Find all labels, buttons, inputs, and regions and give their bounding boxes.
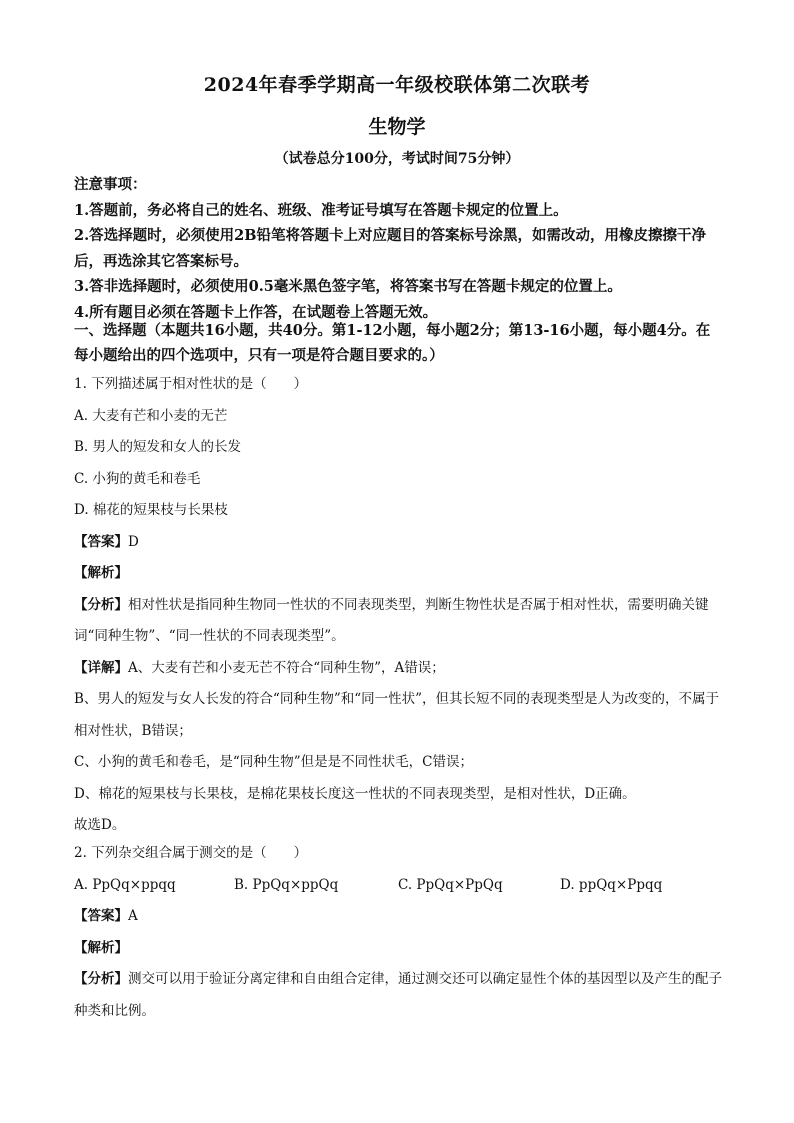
- notice-item: 1.答题前，务必将自己的姓名、班级、准考证号填写在答题卡规定的位置上。: [74, 201, 568, 219]
- answer-tag: 【答案】: [74, 533, 128, 550]
- fenxi-paragraph: [74, 590, 724, 653]
- xiangjie-tag: 【详解】: [74, 659, 128, 676]
- section-heading: 一、选择题（本题共16小题，共40分。第1-12小题，每小题2分；第13-16小题，每小题4分。在每小题给出的四个选项中，只有一项是符合题目要求的。）: [74, 322, 711, 364]
- option-b: B. 男人的短发和女人的长发: [74, 439, 242, 455]
- notice-item: 4.所有题目必须在答题卡上作答，在试题卷上答题无效。: [74, 303, 438, 321]
- option-d: D. 棉花的短果枝与长果枝: [74, 502, 228, 518]
- subject-title: 生物学: [368, 116, 426, 138]
- exam-title: 2024年春季学期高一年级校联体第二次联考: [203, 74, 591, 96]
- fenxi-paragraph: [74, 964, 724, 1027]
- notice-section: [74, 172, 724, 325]
- option-c: C. PpQq×PpQq: [398, 876, 503, 893]
- option-a: A. PpQq×ppqq: [74, 876, 176, 893]
- fenxi-text: 测交可以用于验证分离定律和自由组合定律，通过测交还可以确定显性个体的基因型以及产生的配子种类和比例。: [74, 971, 722, 1019]
- xiangjie-paragraph: [74, 653, 724, 685]
- options-row: [74, 870, 724, 902]
- option-d: D. ppQq×Ppqq: [560, 876, 663, 893]
- notice-item: 2.答选择题时，必须使用2B铅笔将答题卡上对应题目的答案标号涂黑，如需改动，用橡皮擦擦干净后，再选涂其它答案标号。: [74, 227, 706, 270]
- answer-tag: 【答案】: [74, 908, 128, 924]
- xiangjie-a: A、大麦有芒和小麦无芒不符合“同种生物”，A错误；: [128, 659, 445, 676]
- fenxi-tag: 【分析】: [74, 971, 128, 987]
- answer-value: D: [128, 533, 139, 550]
- conclusion: 故选D。: [74, 817, 126, 833]
- analysis-line: [74, 558, 724, 590]
- fenxi-tag: 【分析】: [74, 596, 128, 613]
- option-c: C. 小狗的黄毛和卷毛: [74, 470, 201, 487]
- xiangjie-c: C、小狗的黄毛和卷毛，是“同种生物”但是是不同性状毛，C错误；: [74, 754, 473, 770]
- exam-info: （试卷总分100分，考试时间75分钟）: [274, 151, 520, 167]
- analysis-tag: 【解析】: [74, 939, 128, 956]
- xiangjie-b: B、男人的短发与女人长发的符合“同种生物”和“同一性状”，但其长短不同的表现类型是人为改变的，不属于相对性状，B错误；: [74, 691, 720, 739]
- answer-line: [74, 527, 724, 559]
- xiangjie-d: D、棉花的短果枝与长果枝，是棉花果枝长度这一性状的不同表现类型，是相对性状，D正确。: [74, 785, 636, 802]
- option-b: B. PpQq×ppQq: [234, 876, 339, 893]
- question-stem: 2. 下列杂交组合属于测交的是（ ）: [74, 845, 308, 861]
- analysis-tag: 【解析】: [74, 565, 128, 581]
- notice-heading: 注意事项：: [74, 176, 147, 193]
- analysis-line: [74, 933, 724, 965]
- notice-item: 3.答非选择题时，必须使用0.5毫米黑色签字笔，将答案书写在答题卡规定的位置上。: [74, 278, 622, 295]
- question-stem: 1. 下列描述属于相对性状的是（ ）: [74, 376, 308, 392]
- answer-line: [74, 901, 724, 933]
- question-1: [74, 369, 724, 842]
- fenxi-text: 相对性状是指同种生物同一性状的不同表现类型，判断生物性状是否属于相对性状，需要明确关键词“同种生物”、“同一性状的不同表现类型”。: [74, 596, 709, 644]
- option-a: A. 大麦有芒和小麦的无芒: [74, 407, 228, 424]
- question-2: [74, 838, 724, 1027]
- answer-value: A: [128, 908, 138, 924]
